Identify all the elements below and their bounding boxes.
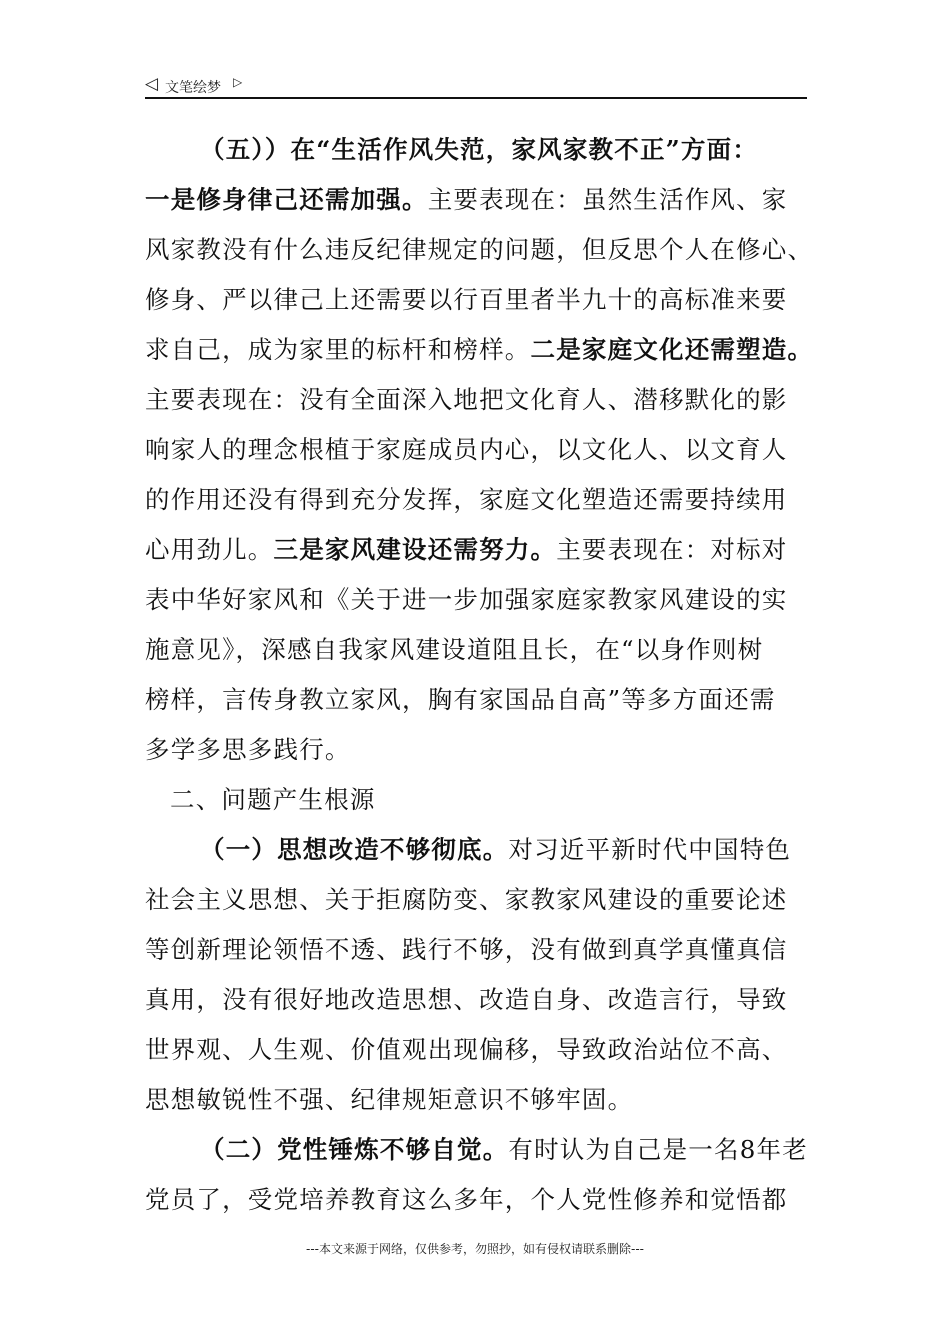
header-rule bbox=[145, 97, 807, 99]
footer-disclaimer: ---本文来源于网络，仅供参考，勿照抄，如有侵权请联系删除--- bbox=[306, 1242, 644, 1256]
page-header bbox=[145, 72, 807, 98]
paragraph-line: 世界观、人生观、价值观出现偏移，导致政治站位不高、 bbox=[145, 1035, 788, 1064]
paragraph-line: 求自己，成为家里的标杆和榜样。二是家庭文化还需塑造。 bbox=[145, 335, 814, 364]
paragraph-line: 施意见》，深感自我家风建设道阻且长，在“以身作则树 bbox=[145, 635, 764, 664]
paragraph-line: 思想敏锐性不强、纪律规矩意识不够牢固。 bbox=[145, 1085, 634, 1114]
paragraph-line: 心用劲儿。三是家风建设还需努力。主要表现在：对标对 bbox=[145, 535, 788, 564]
triangle-left-icon: ◁ bbox=[145, 74, 159, 94]
paragraph-line: 等创新理论领悟不透、践行不够，没有做到真学真懂真信 bbox=[145, 935, 788, 964]
paragraph-line: 主要表现在：没有全面深入地把文化育人、潜移默化的影 bbox=[145, 385, 788, 414]
paragraph-line: 响家人的理念根植于家庭成员内心，以文化人、以文育人 bbox=[145, 435, 788, 464]
paragraph-line: （二）党性锤炼不够自觉。有时认为自己是一名8年老 bbox=[200, 1135, 808, 1164]
paragraph-line: （一）思想改造不够彻底。对习近平新时代中国特色 bbox=[200, 835, 792, 864]
paragraph-line: 多学多思多践行。 bbox=[145, 735, 351, 764]
section-heading-5: （五））在“生活作风失范，家风家教不正”方面： bbox=[200, 135, 759, 164]
header-brand: 文笔绘梦 bbox=[165, 80, 221, 96]
paragraph-line: 一是修身律己还需加强。主要表现在：虽然生活作风、家 bbox=[145, 185, 788, 214]
paragraph-line: 真用，没有很好地改造思想、改造自身、改造言行，导致 bbox=[145, 985, 788, 1014]
paragraph-line: 党员了，受党培养教育这么多年，个人党性修养和觉悟都 bbox=[145, 1185, 788, 1214]
paragraph-line: 的作用还没有得到充分发挥，家庭文化塑造还需要持续用 bbox=[145, 485, 788, 514]
paragraph-line: 表中华好家风和《关于进一步加强家庭家教家风建设的实 bbox=[145, 585, 788, 614]
paragraph-line: 修身、严以律己上还需要以行百里者半九十的高标准来要 bbox=[145, 285, 788, 314]
paragraph-line: 风家教没有什么违反纪律规定的问题，但反思个人在修心、 bbox=[145, 235, 814, 264]
paragraph-line: 社会主义思想、关于拒腐防变、家教家风建设的重要论述 bbox=[145, 885, 788, 914]
section-heading-2: 二、问题产生根源 bbox=[170, 785, 376, 814]
paragraph-line: 榜样，言传身教立家风，胸有家国品自高”等多方面还需 bbox=[145, 685, 776, 714]
triangle-right-icon: ▷ bbox=[233, 75, 243, 89]
document-body bbox=[145, 125, 814, 1225]
